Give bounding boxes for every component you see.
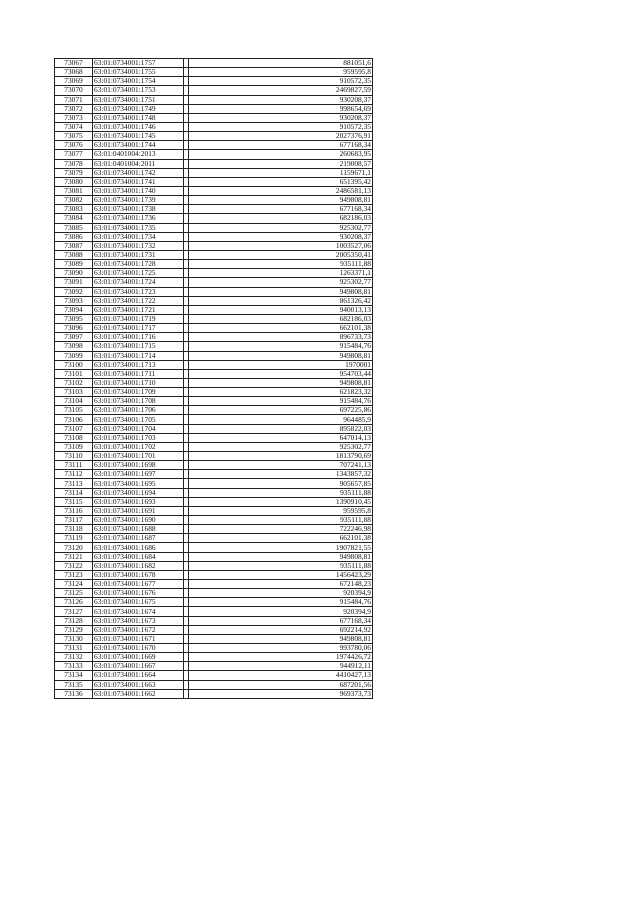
table-row [55,525,373,534]
row-number-cell: 73104 [55,397,93,406]
value-cell: 915484,76 [189,598,373,607]
row-number-cell: 73067 [55,59,93,68]
value-cell: 920394,9 [189,589,373,598]
table-row [55,278,373,287]
value-cell: 925302,77 [189,442,373,451]
table-row [55,269,373,278]
cadastral-number-cell: 63:01:0734001:1755 [93,68,184,77]
table-row [55,232,373,241]
cadastral-number-cell: 63:01:0734001:1721 [93,305,184,314]
value-cell: 707241,13 [189,461,373,470]
row-number-cell: 73114 [55,488,93,497]
table-row [55,260,373,269]
table-row [55,378,373,387]
value-cell: 959595,8 [189,506,373,515]
table-row [55,589,373,598]
table-row [55,159,373,168]
row-number-cell: 73074 [55,122,93,131]
table-row [55,580,373,589]
value-cell: 697225,86 [189,406,373,415]
row-number-cell: 73111 [55,461,93,470]
row-number-cell: 73099 [55,351,93,360]
table-row [55,351,373,360]
value-cell: 930208,37 [189,95,373,104]
table-row [55,86,373,95]
cadastral-number-cell: 63:01:0734001:1673 [93,616,184,625]
cadastral-number-cell: 63:01:0734001:1662 [93,689,184,698]
row-number-cell: 73120 [55,543,93,552]
cadastral-number-cell: 63:01:0734001:1675 [93,598,184,607]
cadastral-number-cell: 63:01:0734001:1669 [93,653,184,662]
cadastral-number-cell: 63:01:0734001:1663 [93,680,184,689]
value-cell: 944912,11 [189,662,373,671]
cadastral-number-cell: 63:01:0734001:1672 [93,625,184,634]
cadastral-number-cell: 63:01:0734001:1691 [93,506,184,515]
value-cell: 1159671,1 [189,168,373,177]
cadastral-number-cell: 63:01:0734001:1728 [93,260,184,269]
table-row [55,360,373,369]
value-cell: 915484,76 [189,397,373,406]
value-cell: 662101,38 [189,534,373,543]
value-cell: 2486581,13 [189,186,373,195]
table-row [55,616,373,625]
row-number-cell: 73135 [55,680,93,689]
value-cell: 2469827,59 [189,86,373,95]
row-number-cell: 73070 [55,86,93,95]
row-number-cell: 73077 [55,150,93,159]
value-cell: 677168,34 [189,205,373,214]
value-cell: 949808,81 [189,634,373,643]
cadastral-number-cell: 63:01:0734001:1715 [93,342,184,351]
value-cell: 4410427,13 [189,671,373,680]
value-cell: 930208,37 [189,232,373,241]
value-cell: 1970001 [189,360,373,369]
value-cell: 1813790,69 [189,452,373,461]
table-row [55,369,373,378]
row-number-cell: 73133 [55,662,93,671]
table-row [55,671,373,680]
table-row [55,452,373,461]
row-number-cell: 73072 [55,104,93,113]
table-row [55,68,373,77]
value-cell: 930208,37 [189,113,373,122]
table-row [55,342,373,351]
table-row [55,442,373,451]
value-cell: 949808,81 [189,196,373,205]
row-number-cell: 73087 [55,241,93,250]
cadastral-number-cell: 63:01:0734001:1757 [93,59,184,68]
row-number-cell: 73122 [55,561,93,570]
table-row [55,570,373,579]
cadastral-number-cell: 63:01:0734001:1671 [93,634,184,643]
table-row [55,488,373,497]
cadastral-number-cell: 63:01:0734001:1682 [93,561,184,570]
value-cell: 672148,23 [189,580,373,589]
table-row [55,113,373,122]
cadastral-number-cell: 63:01:0734001:1686 [93,543,184,552]
cadastral-number-cell: 63:01:0734001:1725 [93,269,184,278]
value-cell: 651395,42 [189,177,373,186]
table-row [55,625,373,634]
row-number-cell: 73081 [55,186,93,195]
value-cell: 949808,81 [189,287,373,296]
row-number-cell: 73109 [55,442,93,451]
row-number-cell: 73071 [55,95,93,104]
row-number-cell: 73078 [55,159,93,168]
cadastral-number-cell: 63:01:0734001:1684 [93,552,184,561]
table-row [55,424,373,433]
table-row [55,433,373,442]
row-number-cell: 73125 [55,589,93,598]
data-table [54,58,373,699]
row-number-cell: 73097 [55,333,93,342]
row-number-cell: 73069 [55,77,93,86]
cadastral-number-cell: 63:01:0734001:1719 [93,314,184,323]
table-row [55,59,373,68]
row-number-cell: 73126 [55,598,93,607]
cadastral-number-cell: 63:01:0734001:1745 [93,132,184,141]
row-number-cell: 73076 [55,141,93,150]
table-row [55,287,373,296]
value-cell: 662101,38 [189,324,373,333]
table-row [55,479,373,488]
cadastral-number-cell: 63:01:0734001:1753 [93,86,184,95]
row-number-cell: 73083 [55,205,93,214]
cadastral-number-cell: 63:01:0734001:1754 [93,77,184,86]
cadastral-number-cell: 63:01:0734001:1704 [93,424,184,433]
table-row [55,561,373,570]
cadastral-number-cell: 63:01:0734001:1732 [93,241,184,250]
cadastral-number-cell: 63:01:0734001:1741 [93,177,184,186]
row-number-cell: 73128 [55,616,93,625]
cadastral-number-cell: 63:01:0734001:1710 [93,378,184,387]
cadastral-number-cell: 63:01:0734001:1738 [93,205,184,214]
table-row [55,534,373,543]
table-row [55,122,373,131]
row-number-cell: 73091 [55,278,93,287]
value-cell: 1907821,55 [189,543,373,552]
value-cell: 1456423,29 [189,570,373,579]
value-cell: 949808,81 [189,351,373,360]
cadastral-number-cell: 63:01:0734001:1716 [93,333,184,342]
table-row [55,196,373,205]
table-row [55,77,373,86]
row-number-cell: 73118 [55,525,93,534]
table-body [55,59,373,699]
row-number-cell: 73101 [55,369,93,378]
value-cell: 935111,88 [189,561,373,570]
row-number-cell: 73075 [55,132,93,141]
cadastral-number-cell: 63:01:0734001:1697 [93,470,184,479]
value-cell: 1263371,1 [189,269,373,278]
cadastral-number-cell: 63:01:0734001:1746 [93,122,184,131]
cadastral-number-cell: 63:01:0734001:1693 [93,497,184,506]
table-row [55,250,373,259]
value-cell: 1974426,72 [189,653,373,662]
row-number-cell: 73123 [55,570,93,579]
row-number-cell: 73093 [55,296,93,305]
table-row [55,552,373,561]
table-row [55,406,373,415]
table-row [55,607,373,616]
cadastral-number-cell: 63:01:0734001:1667 [93,662,184,671]
table-row [55,296,373,305]
value-cell: 219008,57 [189,159,373,168]
cadastral-number-cell: 63:01:0734001:1734 [93,232,184,241]
value-cell: 895822,03 [189,424,373,433]
cadastral-number-cell: 63:01:0734001:1742 [93,168,184,177]
cadastral-number-cell: 63:01:0734001:1688 [93,525,184,534]
value-cell: 935111,88 [189,516,373,525]
cadastral-number-cell: 63:01:0734001:1702 [93,442,184,451]
table-row [55,388,373,397]
table-row [55,333,373,342]
cadastral-number-cell: 63:01:0734001:1749 [93,104,184,113]
value-cell: 925302,77 [189,278,373,287]
row-number-cell: 73124 [55,580,93,589]
table-row [55,415,373,424]
row-number-cell: 73092 [55,287,93,296]
value-cell: 910572,35 [189,77,373,86]
row-number-cell: 73107 [55,424,93,433]
value-cell: 935111,88 [189,260,373,269]
value-cell: 677168,34 [189,141,373,150]
value-cell: 949808,81 [189,378,373,387]
table-row [55,241,373,250]
value-cell: 969373,73 [189,689,373,698]
table-row [55,132,373,141]
cadastral-number-cell: 63:01:0734001:1690 [93,516,184,525]
cadastral-number-cell: 63:01:0734001:1694 [93,488,184,497]
value-cell: 920394,9 [189,607,373,616]
value-cell: 896733,73 [189,333,373,342]
cadastral-number-cell: 63:01:0401004:2013 [93,150,184,159]
row-number-cell: 73116 [55,506,93,515]
value-cell: 260683,95 [189,150,373,159]
row-number-cell: 73130 [55,634,93,643]
row-number-cell: 73108 [55,433,93,442]
cadastral-number-cell: 63:01:0734001:1706 [93,406,184,415]
table-row [55,397,373,406]
row-number-cell: 73095 [55,314,93,323]
value-cell: 940013,13 [189,305,373,314]
row-number-cell: 73086 [55,232,93,241]
table-row [55,689,373,698]
cadastral-number-cell: 63:01:0734001:1708 [93,397,184,406]
value-cell: 905657,85 [189,479,373,488]
cadastral-number-cell: 63:01:0734001:1723 [93,287,184,296]
cadastral-number-cell: 63:01:0734001:1722 [93,296,184,305]
cadastral-number-cell: 63:01:0734001:1711 [93,369,184,378]
cadastral-number-cell: 63:01:0734001:1695 [93,479,184,488]
row-number-cell: 73098 [55,342,93,351]
value-cell: 959595,8 [189,68,373,77]
value-cell: 1343857,32 [189,470,373,479]
value-cell: 682186,03 [189,314,373,323]
row-number-cell: 73089 [55,260,93,269]
table-row [55,177,373,186]
table-row [55,680,373,689]
table-row [55,324,373,333]
row-number-cell: 73088 [55,250,93,259]
value-cell: 1390910,45 [189,497,373,506]
table-row [55,470,373,479]
cadastral-number-cell: 63:01:0734001:1664 [93,671,184,680]
value-cell: 915484,76 [189,342,373,351]
table-row [55,223,373,232]
value-cell: 682186,03 [189,214,373,223]
value-cell: 722246,98 [189,525,373,534]
row-number-cell: 73102 [55,378,93,387]
row-number-cell: 73134 [55,671,93,680]
value-cell: 954703,44 [189,369,373,378]
value-cell: 881051,6 [189,59,373,68]
cadastral-number-cell: 63:01:0734001:1670 [93,644,184,653]
row-number-cell: 73073 [55,113,93,122]
table-row [55,104,373,113]
table-row [55,644,373,653]
row-number-cell: 73103 [55,388,93,397]
row-number-cell: 73106 [55,415,93,424]
row-number-cell: 73082 [55,196,93,205]
value-cell: 1003527,06 [189,241,373,250]
row-number-cell: 73115 [55,497,93,506]
row-number-cell: 73085 [55,223,93,232]
cadastral-number-cell: 63:01:0734001:1698 [93,461,184,470]
table-row [55,543,373,552]
value-cell: 925302,77 [189,223,373,232]
value-cell: 687201,56 [189,680,373,689]
cadastral-number-cell: 63:01:0734001:1687 [93,534,184,543]
cadastral-number-cell: 63:01:0734001:1709 [93,388,184,397]
cadastral-number-cell: 63:01:0734001:1748 [93,113,184,122]
cadastral-number-cell: 63:01:0734001:1678 [93,570,184,579]
cadastral-number-cell: 63:01:0734001:1714 [93,351,184,360]
cadastral-number-cell: 63:01:0734001:1674 [93,607,184,616]
cadastral-number-cell: 63:01:0734001:1717 [93,324,184,333]
row-number-cell: 73094 [55,305,93,314]
value-cell: 647014,13 [189,433,373,442]
cadastral-number-cell: 63:01:0734001:1739 [93,196,184,205]
row-number-cell: 73132 [55,653,93,662]
table-row [55,314,373,323]
cadastral-number-cell: 63:01:0734001:1744 [93,141,184,150]
value-cell: 910572,35 [189,122,373,131]
table-row [55,141,373,150]
table-row [55,305,373,314]
cadastral-number-cell: 63:01:0734001:1703 [93,433,184,442]
cadastral-number-cell: 63:01:0734001:1740 [93,186,184,195]
cadastral-number-cell: 63:01:0734001:1735 [93,223,184,232]
table-row [55,150,373,159]
row-number-cell: 73131 [55,644,93,653]
table-row [55,186,373,195]
table-row [55,662,373,671]
table-row [55,653,373,662]
row-number-cell: 73096 [55,324,93,333]
cadastral-number-cell: 63:01:0734001:1731 [93,250,184,259]
value-cell: 692214,92 [189,625,373,634]
value-cell: 935111,88 [189,488,373,497]
value-cell: 2027376,91 [189,132,373,141]
row-number-cell: 73105 [55,406,93,415]
cadastral-number-cell: 63:01:0734001:1736 [93,214,184,223]
row-number-cell: 73079 [55,168,93,177]
value-cell: 998654,69 [189,104,373,113]
cadastral-number-cell: 63:01:0401004:2011 [93,159,184,168]
cadastral-number-cell: 63:01:0734001:1724 [93,278,184,287]
value-cell: 2005350,41 [189,250,373,259]
table-row [55,461,373,470]
table-row [55,168,373,177]
row-number-cell: 73127 [55,607,93,616]
cadastral-number-cell: 63:01:0734001:1701 [93,452,184,461]
row-number-cell: 73080 [55,177,93,186]
table-row [55,506,373,515]
cadastral-number-cell: 63:01:0734001:1676 [93,589,184,598]
row-number-cell: 73129 [55,625,93,634]
cadastral-number-cell: 63:01:0734001:1677 [93,580,184,589]
row-number-cell: 73117 [55,516,93,525]
row-number-cell: 73090 [55,269,93,278]
row-number-cell: 73084 [55,214,93,223]
row-number-cell: 73121 [55,552,93,561]
cadastral-number-cell: 63:01:0734001:1705 [93,415,184,424]
table-row [55,205,373,214]
row-number-cell: 73112 [55,470,93,479]
row-number-cell: 73119 [55,534,93,543]
value-cell: 964485,9 [189,415,373,424]
row-number-cell: 73100 [55,360,93,369]
value-cell: 949808,81 [189,552,373,561]
row-number-cell: 73110 [55,452,93,461]
value-cell: 993780,06 [189,644,373,653]
value-cell: 677168,34 [189,616,373,625]
cadastral-number-cell: 63:01:0734001:1713 [93,360,184,369]
table-row [55,214,373,223]
row-number-cell: 73113 [55,479,93,488]
table-row [55,95,373,104]
value-cell: 861326,42 [189,296,373,305]
row-number-cell: 73068 [55,68,93,77]
table-row [55,516,373,525]
row-number-cell: 73136 [55,689,93,698]
table-row [55,497,373,506]
cadastral-number-cell: 63:01:0734001:1751 [93,95,184,104]
table-row [55,598,373,607]
table-row [55,634,373,643]
value-cell: 621823,32 [189,388,373,397]
